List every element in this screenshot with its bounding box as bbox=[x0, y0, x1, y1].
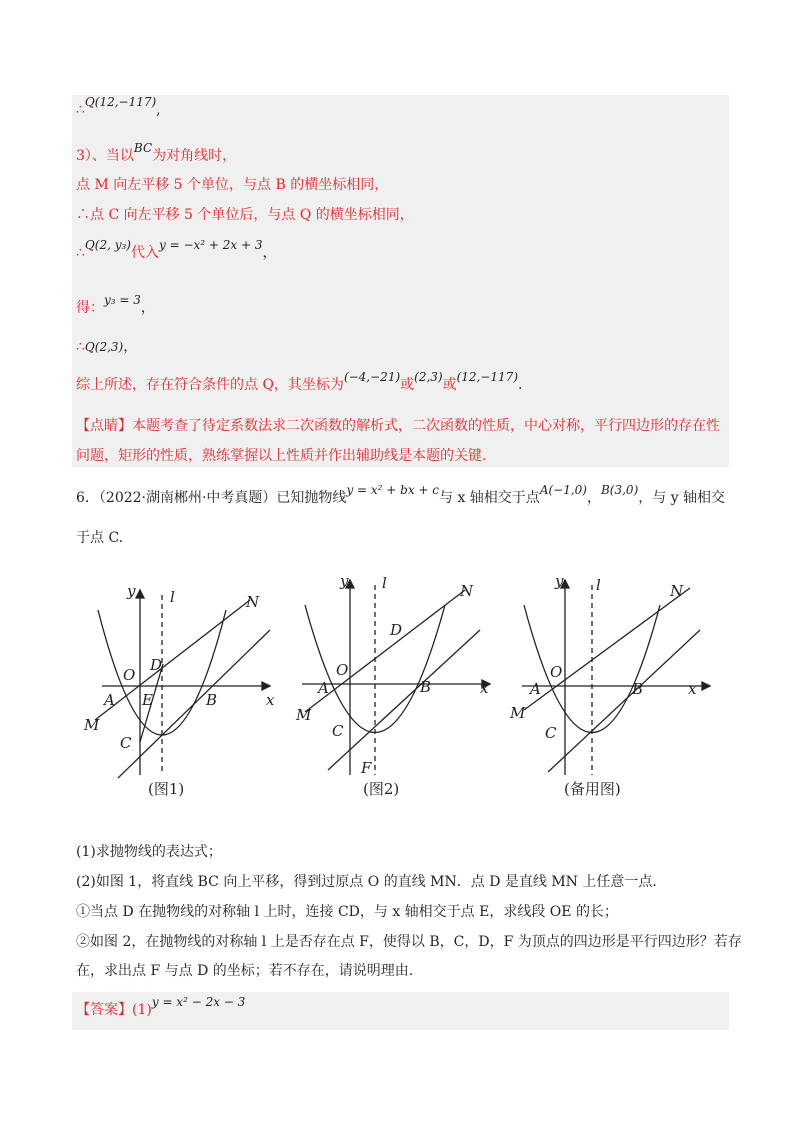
fig2-label-A: A bbox=[318, 679, 329, 697]
fig3-label-A: A bbox=[530, 680, 541, 698]
fig2-label-l: l bbox=[382, 574, 387, 592]
solution-line-5: ∴Q(2, y₃)代入y = −x² + 2x + 3， bbox=[76, 238, 277, 261]
solution-line-6: 得：y₃ = 3， bbox=[76, 293, 155, 316]
figure-2 bbox=[302, 580, 490, 775]
fig1-label-N: N bbox=[246, 593, 260, 611]
solution-line-7: ∴Q(2,3)， bbox=[76, 339, 138, 355]
question-5: 在，求出点 F 与点 D 的坐标；若不存在，请说明理由. bbox=[76, 963, 414, 979]
solution-line-8: 综上所述，存在符合条件的点 Q，其坐标为(−4,−21)或(2,3)或(12,−117). bbox=[76, 370, 523, 393]
answer-line: 【答案】(1)y = x² − 2x − 3 bbox=[76, 995, 246, 1018]
fig2-label-C: C bbox=[332, 722, 344, 740]
fig1-label-C: C bbox=[120, 734, 132, 752]
solution-line-3: 点 M 向左平移 5 个单位，与点 B 的横坐标相同， bbox=[76, 177, 389, 193]
fig3-label-x: x bbox=[688, 680, 697, 698]
fig3-caption: (备用图) bbox=[564, 780, 621, 798]
fig1-label-O: O bbox=[123, 666, 136, 684]
fig2-label-y: y bbox=[340, 572, 349, 590]
problem-line-1: 6．（2022·湖南郴州·中考真题）已知抛物线y = x² + bx + c与 x 轴相交于点A(−1,0)，B(3,0)，与 y 轴相交 bbox=[76, 483, 726, 506]
question-3: ①当点 D 在抛物线的对称轴 l 上时，连接 CD，与 x 轴相交于点 E，求线段 OE 的长； bbox=[76, 904, 618, 920]
fig1-label-M: M bbox=[84, 716, 100, 734]
solution-line-2: 3）、当以BC为对角线时， bbox=[76, 141, 237, 164]
fig3-label-y: y bbox=[555, 572, 564, 590]
fig2-label-O: O bbox=[336, 661, 349, 679]
fig3-label-O: O bbox=[550, 663, 563, 681]
fig1-label-D: D bbox=[150, 656, 163, 674]
fig3-label-B: B bbox=[632, 680, 644, 698]
question-1: (1)求抛物线的表达式； bbox=[76, 844, 222, 860]
question-2: (2)如图 1，将直线 BC 向上平移，得到过原点 O 的直线 MN．点 D 是直线 MN 上任意一点． bbox=[76, 874, 667, 890]
fig2-label-N: N bbox=[460, 582, 474, 600]
solution-line-4: ∴点 C 向左平移 5 个单位后，与点 Q 的横坐标相同， bbox=[76, 207, 414, 223]
fig3-label-M: M bbox=[510, 704, 526, 722]
question-4: ②如图 2，在抛物线的对称轴 l 上是否存在点 F，使得以 B，C，D，F 为顶点的四边形是平行四边形？若存 bbox=[76, 934, 742, 950]
fig2-label-M: M bbox=[296, 706, 312, 724]
fig1-label-E: E bbox=[142, 691, 153, 709]
problem-line-2: 于点 C. bbox=[76, 530, 124, 546]
fig2-label-F: F bbox=[361, 759, 372, 777]
comment-line-2: 问题，矩形的性质，熟练掌握以上性质并作出辅助线是本题的关键. bbox=[76, 448, 487, 464]
fig1-label-B: B bbox=[206, 691, 218, 709]
comment-line-1: 【点睛】本题考查了待定系数法求二次函数的解析式，二次函数的性质，中心对称，平行四边形的存在性 bbox=[76, 418, 720, 434]
fig3-label-N: N bbox=[670, 582, 684, 600]
fig2-label-x: x bbox=[480, 679, 489, 697]
figures bbox=[70, 560, 730, 810]
fig1-caption: (图1) bbox=[148, 780, 185, 798]
fig2-label-D: D bbox=[390, 621, 403, 639]
fig1-label-A: A bbox=[104, 691, 115, 709]
fig3-label-l: l bbox=[596, 576, 601, 594]
solution-line-1: ∴Q(12,−117), bbox=[76, 95, 161, 118]
fig2-label-B: B bbox=[420, 678, 432, 696]
fig1-label-y: y bbox=[127, 582, 136, 600]
fig2-caption: (图2) bbox=[363, 780, 400, 798]
fig3-label-C: C bbox=[545, 724, 557, 742]
fig1-label-l: l bbox=[170, 588, 175, 606]
fig1-label-x: x bbox=[266, 691, 275, 709]
